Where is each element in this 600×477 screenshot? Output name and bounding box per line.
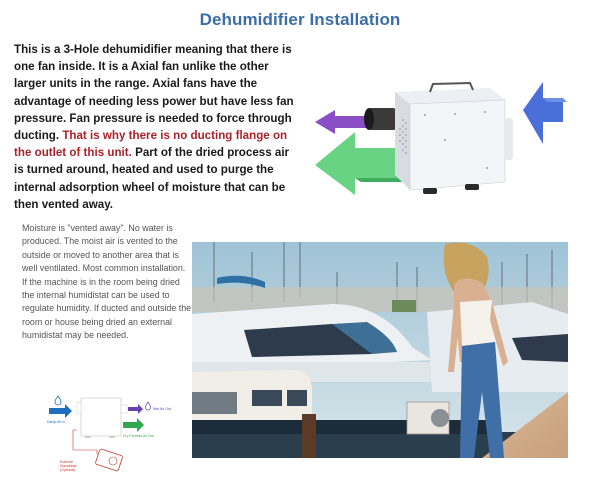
- side-note-paragraph: Moisture is "vented away". No water is produced. The moist air is vented to the outside or moved to another area that is well ventilated. Most common installation. If the machine is in the room being dried the internal humidistat can be used to regulate humidity. If ducted and outside the room or house being dried an external humidistat may be needed.: [22, 223, 192, 341]
- damp-air-label: Damp Air In: [47, 420, 66, 424]
- damp-air-arrow-icon: [49, 404, 72, 418]
- dry-air-arrow-icon: [123, 418, 144, 432]
- intake-arrow-icon: [523, 82, 567, 144]
- water-drop-icon-2: [146, 402, 151, 410]
- dry-air-label: Dry Process Air Out: [123, 434, 154, 438]
- dehumidifier-illustration: [305, 70, 570, 200]
- marina-photo: [192, 242, 568, 458]
- outlet-pipe-icon: [364, 108, 397, 130]
- external-humidistat-icon: [95, 449, 123, 472]
- intro-text-end: Part of the dried process air is turned around, heated and used to purge the internal adsorption wheel of moisture that can be then vented away.: [14, 146, 290, 211]
- intro-text: This is a 3-Hole dehumidifier meaning that there is one fan inside. It is a Axial fan unlike the other larger units in the range. Axial fans have the advantage of needing less power but have less fan pressure. Fan pressure is needed to force through ducting.: [14, 43, 294, 143]
- installation-diagram: [25, 378, 180, 473]
- wet-air-label: Wet Air Out: [153, 407, 171, 411]
- diagram-unit-box: [81, 398, 121, 436]
- dehumidifier-unit-icon: [395, 83, 513, 194]
- intro-paragraph: [14, 41, 299, 213]
- wet-air-outlet-arrow-icon: [315, 110, 367, 134]
- wet-air-arrow-icon: [128, 404, 143, 414]
- water-drop-icon: [55, 396, 61, 405]
- intro-highlight: That is why there is no ducting flange on the outlet of this unit.: [14, 129, 288, 160]
- marina-photo-illustration: [192, 242, 568, 458]
- humidistat-label: External Humidistat (Optional): [60, 460, 77, 472]
- page-title: Dehumidifier Installation: [199, 10, 401, 29]
